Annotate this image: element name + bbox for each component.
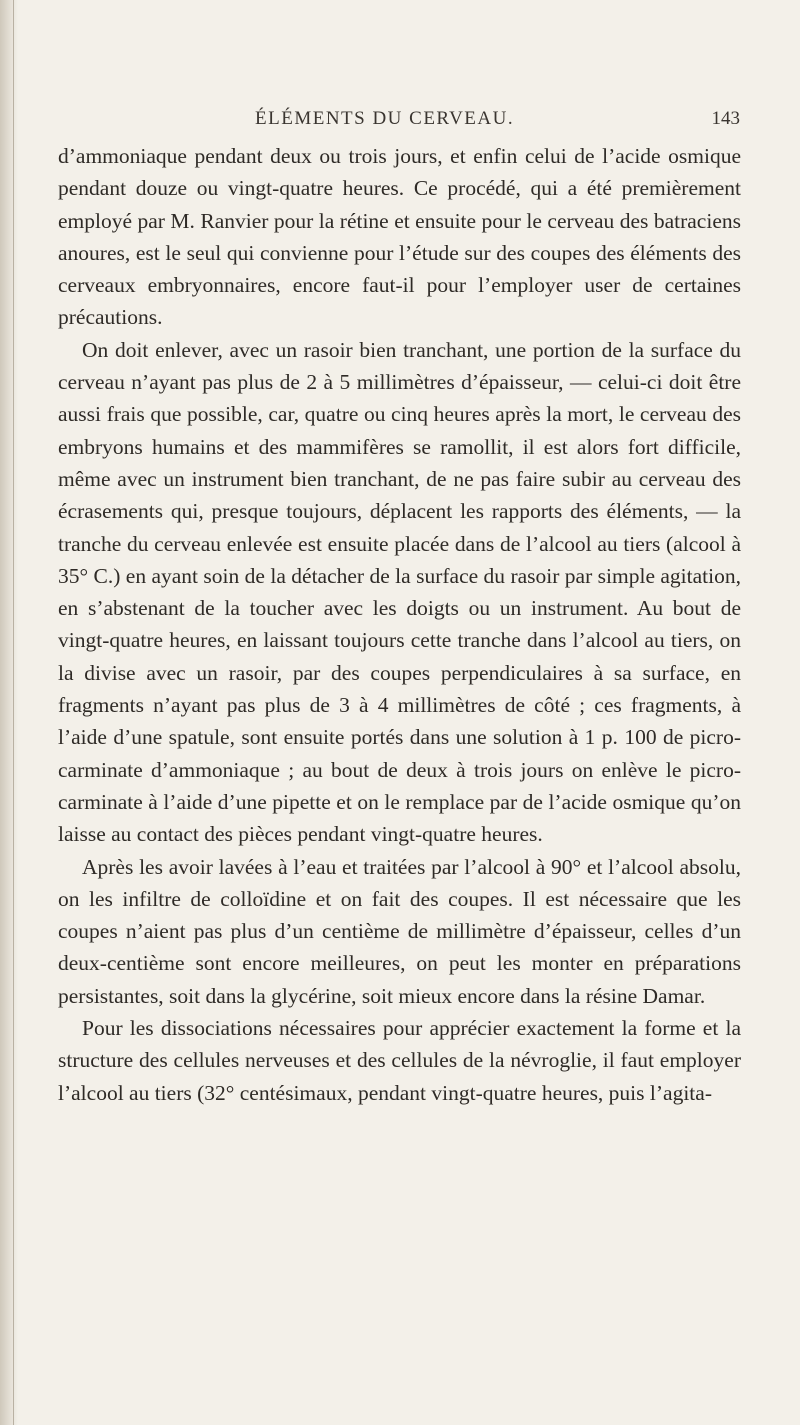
paragraph-2: On doit enlever, avec un rasoir bien tranchant, une portion de la surface du cerveau n’ayant pas plus de 2 à 5 millimètres d’épaisseur, — celui-ci doit être aussi frais que possible, car, quatre ou cinq heures après la mort, le cerveau des embryons humains et des mammifères se ramollit, il est alors fort difficile, même avec un instrument bien tranchant, de ne pas faire subir au cerveau des écrasements qui, presque toujours, déplacent les rapports des éléments, — la tranche du cerveau enlevée est ensuite placée dans de l’alcool au tiers (alcool à 35° C.) en ayant soin de la détacher de la surface du rasoir par simple agitation, en s’abstenant de la toucher avec les doigts ou un instrument. Au bout de vingt-quatre heures, en laissant toujours cette tranche dans l’alcool au tiers, on la divise avec un rasoir, par des coupes perpendiculaires à sa surface, en fragments n’ayant pas plus de 3 à 4 millimètres de côté ; ces fragments, à l’aide d’une spatule, sont ensuite portés dans une solution à 1 p. 100 de picro-carminate d’ammoniaque ; au bout de deux à trois jours on enlève le picro-carminate à l’aide d’une pipette et on le remplace par de l’acide osmique qu’on laisse au contact des pièces pendant vingt-quatre heures.	[58, 337, 741, 847]
page-number: 143	[711, 108, 740, 129]
binding-fold-line	[13, 0, 14, 1425]
running-title: ÉLÉMENTS DU CERVEAU.	[255, 108, 515, 129]
paragraph-4: Pour les dissociations nécessaires pour apprécier exactement la forme et la structure des cellules nerveuses et des cellules de la névroglie, il faut employer l’alcool au tiers (32° centésimaux, pendant vingt-quatre heures, puis l’agita-	[58, 1016, 741, 1105]
paragraph-1: d’ammoniaque pendant deux ou trois jours, et enfin celui de l’acide osmique pendant douze ou vingt-quatre heures. Ce procédé, qui a été premièrement employé par M. Ranvier pour la rétine et ensuite pour le cerveau des batraciens anoures, est le seul qui convienne pour l’étude sur des coupes des éléments des cerveaux embryonnaires, encore faut-il pour l’employer user de certaines précautions.	[58, 144, 741, 330]
page-header	[255, 108, 740, 134]
body-text	[58, 140, 741, 1109]
paragraph-3: Après les avoir lavées à l’eau et traitées par l’alcool à 90° et l’alcool absolu, on les infiltre de colloïdine et on fait des coupes. Il est nécessaire que les coupes n’aient pas plus d’un centième de millimètre d’épaisseur, celles d’un deux-centième sont encore meilleures, on peut les monter en préparations persistantes, soit dans la glycérine, soit mieux encore dans la résine Damar.	[58, 854, 741, 1008]
page-edge-shadow	[0, 0, 18, 1425]
